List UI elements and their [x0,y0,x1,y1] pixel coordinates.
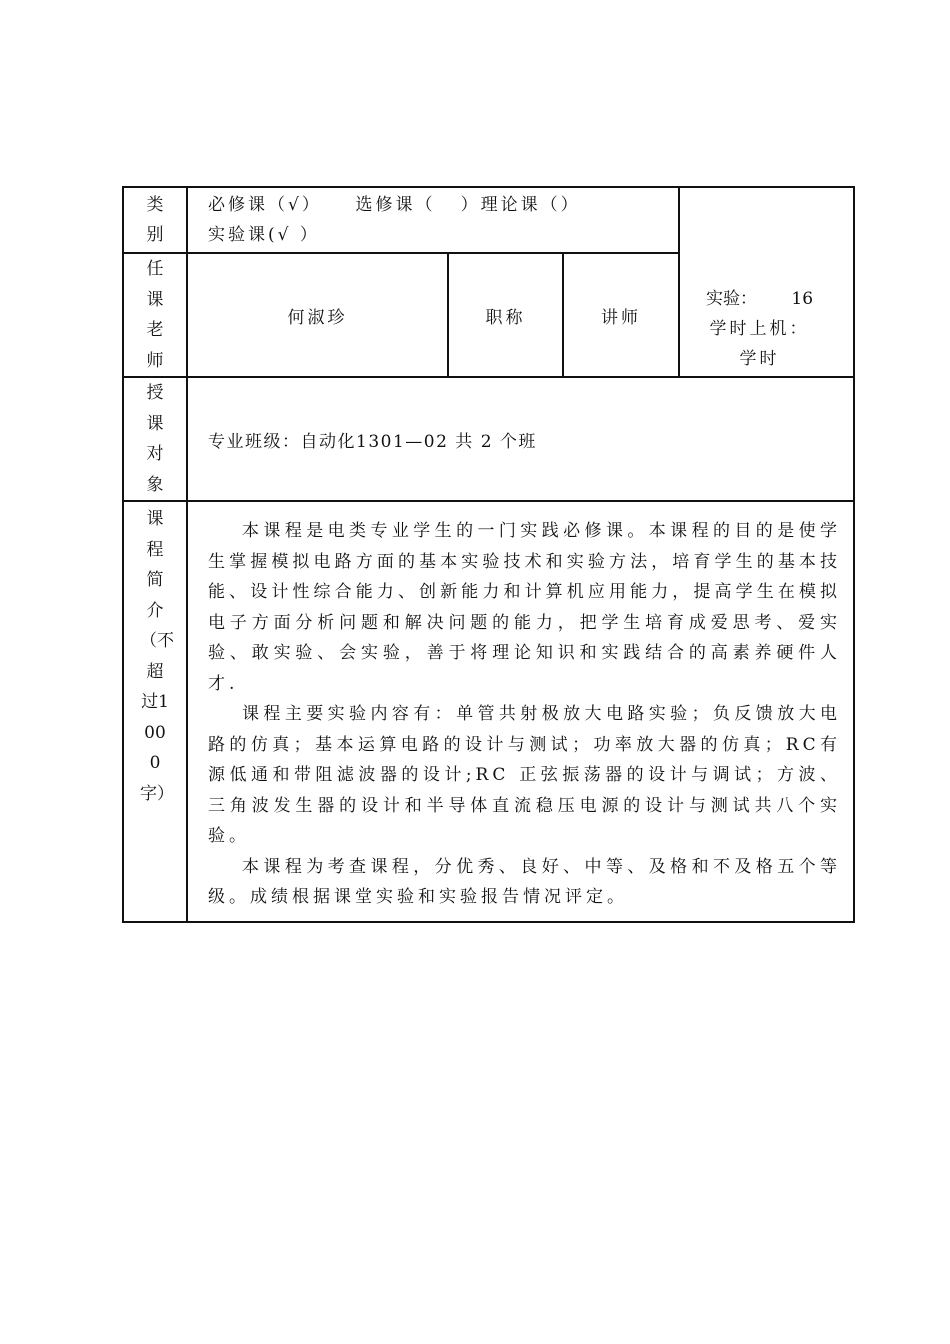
course-intro-cell [187,501,854,922]
course-type-line-1: 必修课（√） 选修课（ ）理论课（） [208,195,581,215]
students-row [123,377,854,501]
experiment-hours-value: 16 [791,289,814,309]
job-title-label: 职称 [485,307,526,328]
course-type-cell [187,187,679,253]
job-title-label-cell [448,253,563,377]
students-value-cell [187,377,854,501]
teacher-label: 任课老师 [146,259,164,371]
course-type-line-2: 实验课(√ ） [208,225,320,245]
course-intro-label-cell [123,501,187,922]
computer-hours-label: 学时上机： [709,319,810,339]
course-info-table [122,186,855,923]
course-intro-paragraph-1: 本课程是电类专业学生的一门实践必修课。本课程的目的是使学生掌握模拟电路方面的基本实验技术和实验方法，培育学生的基本技能、设计性综合能力、创新能力和计算机应用能力，提高学生在模拟电子方面分析问题和解决问题的能力，把学生培育成爱思考、爱实验、敢实验、会实验，善于将理论知识和实践结合的高素养硬件人才. [208,521,842,694]
job-title-value-cell [563,253,679,377]
hours-unit-label: 学时 [739,349,780,369]
course-type-row [123,187,854,253]
teacher-label-cell [123,253,187,377]
experiment-hours-line [706,284,813,314]
course-type-label: 类别 [146,194,164,245]
students-label: 授课对象 [146,383,164,495]
course-type-label-cell [123,187,187,253]
teacher-name-cell [187,253,448,377]
job-title-value: 讲师 [601,307,642,328]
course-intro-paragraph-2: 课程主要实验内容有：单管共射极放大电路实验；负反馈放大电路的仿真；基本运算电路的设计与测试；功率放大器的仿真；RC有源低通和带阻滤波器的设计;RC 正弦振荡器的设计与调试；方波、三角波发生器的设计和半导体直流稳压电源的设计与测试共八个实验。 [208,704,842,846]
students-class-text: 专业班级：自动化1301—02 共 2 个班 [208,431,537,452]
students-label-cell [123,377,187,501]
experiment-hours-label: 实验： [706,289,758,309]
course-intro-paragraph-3: 本课程为考查课程，分优秀、良好、中等、及格和不及格五个等级。成绩根据课堂实验和实验报告情况评定。 [208,856,842,907]
course-intro-row [123,501,854,922]
course-hours-cell [679,187,854,377]
course-intro-label: 课程简介（不超过1000字） [140,509,174,804]
teacher-name: 何淑珍 [287,307,348,328]
